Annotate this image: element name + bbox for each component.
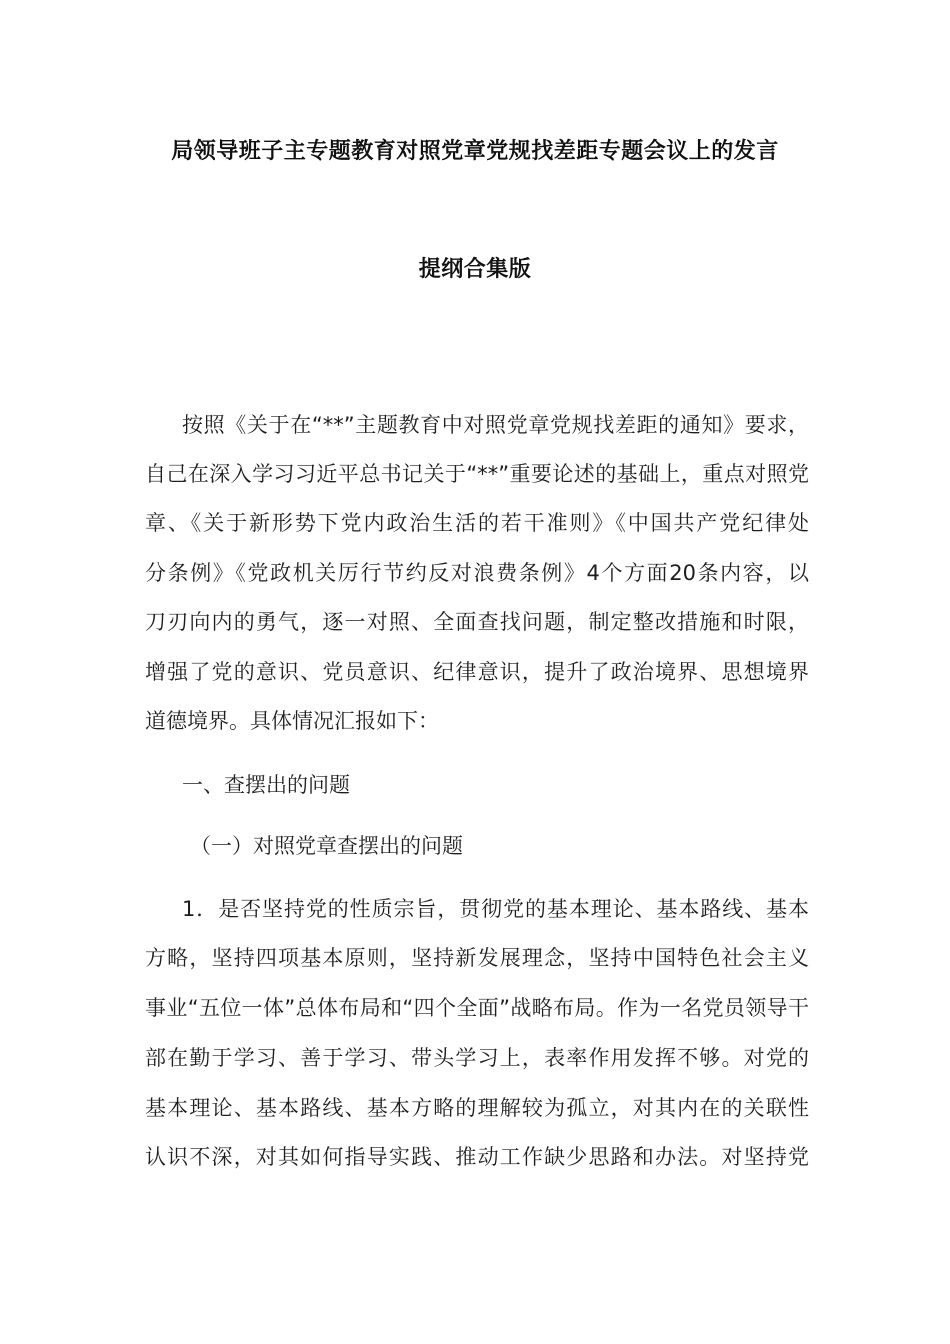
item-paragraph-line: 认识不深，对其如何指导实践、推动工作缺少思路和办法。对坚持党 [145, 1145, 809, 1169]
intro-paragraph-line: 增强了党的意识、党员意识、纪律意识，提升了政治境界、思想境界 [145, 660, 809, 684]
document-title-line-2: 提纲合集版 [418, 257, 532, 282]
subsection-heading: （一）对照党章查摆出的问题 [190, 834, 463, 858]
item-paragraph-line: 部在勤于学习、善于学习、带头学习上，表率作用发挥不够。对党的 [145, 1046, 809, 1070]
item-paragraph-line: 方略，坚持四项基本原则，坚持新发展理念，坚持中国特色社会主义 [145, 946, 809, 970]
item-paragraph-line: 事业“五位一体”总体布局和“四个全面”战略布局。作为一名党员领导干 [145, 996, 809, 1020]
item-paragraph-line: 基本理论、基本路线、基本方略的理解较为孤立，对其内在的关联性 [145, 1096, 809, 1120]
intro-paragraph-line: 章、《关于新形势下党内政治生活的若干准则》《中国共产党纪律处 [145, 511, 809, 535]
intro-paragraph-line: 分条例》《党政机关厉行节约反对浪费条例》4个方面20条内容，以 [145, 561, 809, 585]
item-paragraph-line: 1．是否坚持党的性质宗旨，贯彻党的基本理论、基本路线、基本 [182, 897, 809, 921]
section-heading: 一、查摆出的问题 [182, 773, 350, 797]
intro-paragraph-line: 按照《关于在“**”主题教育中对照党章党规找差距的通知》要求， [182, 413, 809, 437]
document-title-line-1: 局领导班子主专题教育对照党章党规找差距专题会议上的发言 [171, 139, 779, 164]
intro-paragraph-line: 自己在深入学习习近平总书记关于“**”重要论述的基础上，重点对照党 [145, 462, 809, 486]
intro-paragraph-line: 道德境界。具体情况汇报如下： [145, 709, 439, 733]
intro-paragraph-line: 刀刃向内的勇气，逐一对照、全面查找问题，制定整改措施和时限， [145, 610, 809, 634]
